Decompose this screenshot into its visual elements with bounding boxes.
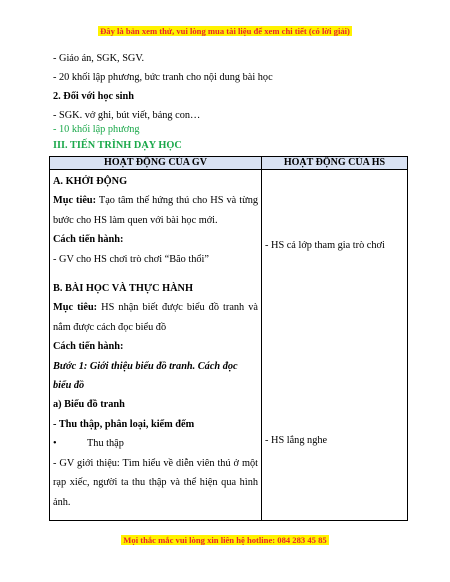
hotline-banner: Mọi thắc mắc vui lòng xin liên hệ hotline: 084 283 45 85 xyxy=(123,535,327,545)
student-line-2: - 10 khối lập phương xyxy=(53,124,140,135)
preview-banner: Đây là bản xem thử, vui lòng mua tài liệu để xem chi tiết (có lời giải) xyxy=(100,26,350,36)
section-heading: III. TIẾN TRÌNH DẠY HỌC xyxy=(53,140,182,151)
hs-listen-text: - HS lắng nghe xyxy=(265,435,328,447)
cach-tien-hanh-a: Cách tiến hành: xyxy=(53,234,124,246)
muc-tieu-a: Mục tiêu: Tạo tâm thế hứng thú cho HS và từng bước cho HS làm quen với bài học mới. xyxy=(53,195,258,226)
muc-tieu-b: Mục tiêu: HS nhận biết được biểu đồ tranh và nắm được cách đọc biểu đồ xyxy=(53,302,258,333)
material-line-1: - Giáo án, SGK, SGV. xyxy=(53,53,145,64)
gv-column xyxy=(50,170,262,521)
picture-chart-heading: a) Biểu đồ tranh xyxy=(53,399,125,411)
section-a-title: A. KHỞI ĐỘNG xyxy=(53,176,128,187)
header-hs: HOẠT ĐỘNG CỦA HS xyxy=(262,157,408,170)
header-gv: HOẠT ĐỘNG CỦA GV xyxy=(50,157,262,170)
lesson-plan-table xyxy=(49,156,408,521)
spacer xyxy=(265,255,404,431)
student-line-1: - SGK. vở ghi, bút viết, bảng con… xyxy=(53,110,201,121)
cach-tien-hanh-b: Cách tiến hành: xyxy=(53,341,124,353)
bullet-item: • Thu thập xyxy=(53,434,258,453)
section-b-title: B. BÀI HỌC VÀ THỰC HÀNH xyxy=(53,283,193,295)
hs-column xyxy=(262,170,408,521)
gv-introduce-text: - GV giới thiệu: Tìm hiểu về diễn viên thú ở một rạp xiếc, người ta thu thập và thể hiện qua hình ảnh. xyxy=(53,457,258,508)
spacer xyxy=(265,172,404,236)
spacer xyxy=(53,269,258,279)
collect-heading: - Thu thập, phân loại, kiểm đếm xyxy=(53,418,195,430)
material-line-2: - 20 khối lập phương, bức tranh cho nội dung bài học xyxy=(53,72,273,83)
bullet-icon: • xyxy=(53,438,57,450)
gv-game-text: - GV cho HS chơi trò chơi “Bão thổi” xyxy=(53,253,209,265)
step-1-title: Bước 1: Giới thiệu biểu đồ tranh. Cách đọc biểu đồ xyxy=(53,360,238,392)
hs-play-text: - HS cả lớp tham gia trò chơi xyxy=(265,240,385,251)
student-heading: 2. Đối với học sinh xyxy=(53,91,134,102)
